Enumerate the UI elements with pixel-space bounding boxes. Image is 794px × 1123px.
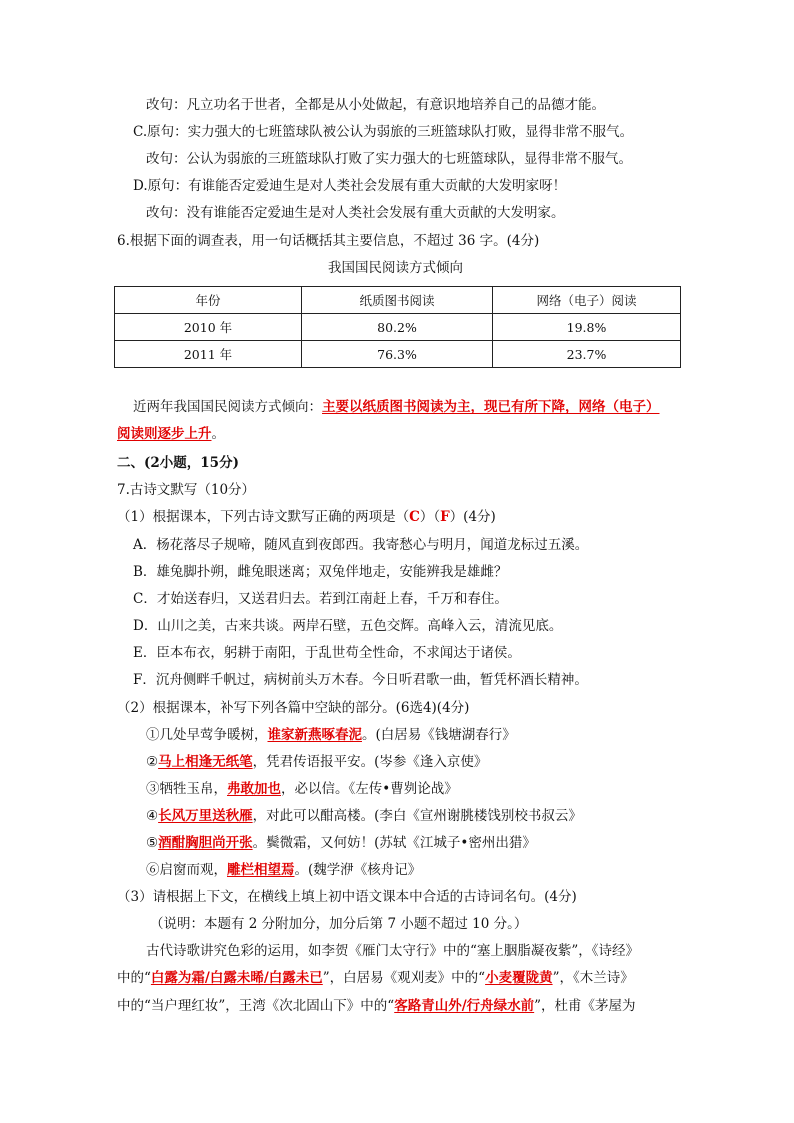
question-7-part-1 — [117, 507, 496, 527]
fill-pre: ⑤ — [146, 835, 159, 851]
option-c: C．才始送春归，又送君归去。若到江南赶上春，千万和春住。 — [133, 591, 508, 607]
para-text: 中的“ — [117, 970, 151, 986]
bonus-note: （说明：本题有 2 分附加分，加分后第 7 小题不超过 10 分。） — [150, 916, 528, 932]
fill-item-2 — [146, 752, 487, 772]
table-row — [115, 341, 681, 368]
answer-f: F — [440, 509, 450, 525]
header-paper: 纸质图书阅读 — [302, 287, 493, 314]
header-year: 年份 — [115, 287, 302, 314]
paragraph-line-2 — [117, 968, 634, 988]
question-6-prompt: 6.根据下面的调查表，用一句话概括其主要信息，不超过 36 字。(4分) — [117, 233, 540, 249]
para-text: ”，《木兰诗》 — [552, 970, 634, 986]
question-7-title: 7.古诗文默写（10分） — [117, 482, 256, 498]
option-b: B．雄兔脚扑朔，雌兔眼迷离；双兔伴地走，安能辨我是雄雌？ — [133, 564, 508, 580]
fill-post: 。(白居易《钱塘湖春行》 — [362, 727, 516, 743]
original-sentence-c: C.原句：实力强大的七班篮球队被公认为弱旅的三班篮球队打败，显得非常不服气。 — [133, 124, 634, 140]
fill-answer: 雕栏相望焉 — [227, 862, 295, 878]
revised-sentence-d: 改句：没有谁能否定爱迪生是对人类社会发展有重大贡献的大发明家。 — [146, 205, 565, 221]
para-text: ”，杜甫《茅屋为 — [534, 998, 636, 1014]
fill-item-1 — [146, 725, 516, 745]
fill-pre: ①几处早莺争暖树， — [146, 727, 268, 743]
para-text: 中的“当户理红妆”，王湾《次北固山下》中的“ — [117, 998, 395, 1014]
fill-post: ，凭君传语报平安。(岑参《逢入京使》 — [252, 754, 488, 770]
option-e: E．臣本布衣，躬耕于南阳，于乱世苟全性命，不求闻达于诸侯。 — [133, 645, 521, 661]
cell-online: 19.8% — [493, 314, 681, 341]
question-7-part-3: （3）请根据上下文，在横线上填上初中语文课本中合适的古诗词名句。(4分) — [117, 889, 577, 905]
para-text: ”，白居易《观刈麦》中的“ — [322, 970, 486, 986]
original-sentence-d: D.原句：有谁能否定爱迪生是对人类社会发展有重大贡献的大发明家呀！ — [133, 178, 567, 194]
revised-sentence-c: 改句：公认为弱旅的三班篮球队打败了实力强大的七班篮球队，显得非常不服气。 — [146, 151, 632, 167]
fill-pre: ⑥启窗而观， — [146, 862, 227, 878]
answer-text: 主要以纸质图书阅读为主，现已有所下降，网络（电子） — [322, 399, 660, 415]
cell-year: 2011 年 — [115, 341, 302, 368]
fill-answer: 马上相逢无纸笔 — [158, 754, 253, 770]
fill-pre: ③牺牲玉帛， — [146, 781, 227, 797]
fill-answer: 白露为霜/白露未晞/白露未已 — [150, 970, 323, 986]
fill-post: ，对此可以酣高楼。(李白《宣州谢朓楼饯别校书叔云》 — [252, 808, 582, 824]
fill-answer: 酒酣胸胆尚开张 — [158, 835, 253, 851]
answer-c: C — [409, 509, 420, 525]
table-row — [115, 314, 681, 341]
revised-sentence-b: 改句：凡立功名于世者，全都是从小处做起，有意识地培养自己的品德才能。 — [146, 97, 605, 113]
answer-period: 。 — [211, 426, 225, 442]
fill-item-4 — [146, 806, 582, 826]
option-f: F．沉舟侧畔千帆过，病树前头万木春。今日听君歌一曲，暂凭杯酒长精神。 — [133, 672, 588, 688]
fill-pre: ② — [146, 754, 159, 770]
question-6-answer-line-2 — [117, 424, 225, 444]
header-online: 网络（电子）阅读 — [493, 287, 681, 314]
fill-answer: 长风万里送秋雁 — [158, 808, 253, 824]
paragraph-line-3 — [117, 996, 636, 1016]
cell-paper: 76.3% — [302, 341, 493, 368]
fill-item-3 — [146, 779, 458, 799]
fill-post: 。(魏学洢《核舟记》 — [294, 862, 422, 878]
option-d: D．山川之美，古来共谈。两岸石壁，五色交辉。高峰入云，清流见底。 — [133, 618, 563, 634]
part-1-post: ）(4分) — [449, 509, 496, 525]
fill-post: 。鬓微霜，又何妨！(苏轼《江城子•密州出猎》 — [252, 835, 536, 851]
fill-answer: 小麦覆陇黄 — [485, 970, 553, 986]
part-1-prompt: （1）根据课本，下列古诗文默写正确的两项是（ — [117, 509, 410, 525]
answer-prefix: 近两年我国国民阅读方式倾向： — [133, 399, 322, 415]
fill-answer: 谁家新燕啄春泥 — [267, 727, 362, 743]
answer-text: 阅读则逐步上升 — [117, 426, 212, 442]
cell-year: 2010 年 — [115, 314, 302, 341]
cell-online: 23.7% — [493, 341, 681, 368]
section-2-heading: 二、(2小题，15分) — [117, 455, 239, 471]
fill-answer: 客路青山外/行舟绿水前 — [394, 998, 535, 1014]
fill-answer: 弗敢加也 — [227, 781, 281, 797]
fill-pre: ④ — [146, 808, 159, 824]
question-6-answer-line — [133, 397, 660, 417]
cell-paper: 80.2% — [302, 314, 493, 341]
table-header-row — [115, 287, 681, 314]
part-1-mid: ）（ — [419, 509, 441, 525]
paragraph-line-1: 古代诗歌讲究色彩的运用，如李贺《雁门太守行》中的“塞上胭脂凝夜紫”，《诗经》 — [146, 943, 640, 959]
table-title: 我国国民阅读方式倾向 — [328, 260, 463, 276]
fill-item-6 — [146, 860, 421, 880]
reading-survey-table — [114, 286, 681, 368]
question-7-part-2: （2）根据课本，补写下列各篇中空缺的部分。(6选4)(4分) — [117, 700, 470, 716]
fill-item-5 — [146, 833, 536, 853]
fill-post: ，必以信。《左传•曹刿论战》 — [281, 781, 458, 797]
option-a: A．杨花落尽子规啼，随风直到夜郎西。我寄愁心与明月，闻道龙标过五溪。 — [133, 537, 589, 553]
